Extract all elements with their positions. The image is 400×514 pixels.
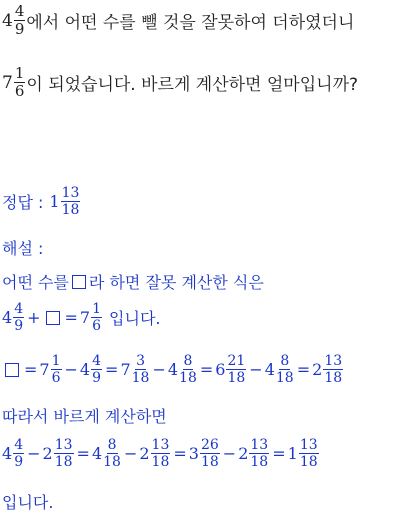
unknown-box (46, 311, 60, 325)
question-text: 에서 어떤 수를 뺄 것을 잘못하여 더하였더니 (26, 13, 355, 33)
question-line-1 (2, 4, 354, 37)
question-whole: 7 (2, 72, 13, 93)
question-fraction: $\frac{1}{6}$ (14, 64, 25, 100)
question-text: 이 되었습니다. 바르게 계산하면 얼마입니까? (26, 75, 359, 95)
question-line-2 (2, 66, 358, 99)
fraction: $\frac{1}{6}$ (51, 353, 61, 386)
answer-whole: 1 (49, 192, 60, 211)
question-whole: 4 (2, 10, 13, 31)
explanation-intro: 어떤 수를 라 하면 잘못 계산한 식은 (2, 273, 264, 292)
fraction: $\frac{13}{18}$ (54, 437, 73, 470)
answer-label: 정답 : (2, 193, 44, 212)
fraction: $\frac{26}{18}$ (200, 437, 219, 470)
fraction: $\frac{4}{9}$ (92, 353, 102, 386)
explanation-closing: 입니다. (2, 493, 54, 512)
fraction: $\frac{13}{18}$ (299, 437, 318, 470)
answer-fraction: $\frac{13}{18}$ (61, 185, 80, 218)
explanation-label: 해설 : (2, 239, 44, 258)
explanation-therefore: 따라서 바르게 계산하면 (2, 407, 167, 426)
question-fraction: $\frac{4}{9}$ (14, 2, 25, 38)
fraction: $\frac{8}{18}$ (179, 353, 197, 386)
equation-1: 4 $\frac{4}{9}$ + = 7 $\frac{1}{6}$ 입니다. (2, 301, 161, 334)
fraction: $\frac{4}{9}$ (14, 301, 24, 334)
unknown-box (72, 275, 86, 289)
unknown-box (5, 363, 19, 377)
fraction: $\frac{4}{9}$ (14, 437, 24, 470)
fraction: $\frac{8}{18}$ (275, 353, 294, 386)
equation-3: 4 $\frac{4}{9}$ − 2 $\frac{13}{18}$ = 4 $\frac{8}{18}$ − 2 $\frac{13}{18}$ = 3 $\frac{26}{18}$ − 2 $\frac{13}{18}$ = 1 $\frac{13}{18}$ (2, 437, 318, 470)
fraction: $\frac{21}{18}$ (227, 353, 246, 386)
fraction: $\frac{13}{18}$ (151, 437, 170, 470)
fraction: $\frac{1}{6}$ (92, 301, 102, 334)
fraction: $\frac{8}{18}$ (103, 437, 121, 470)
fraction: $\frac{13}{18}$ (324, 353, 343, 386)
equation-2: = 7 $\frac{1}{6}$ − 4 $\frac{4}{9}$ = 7 $\frac{3}{18}$ − 4 $\frac{8}{18}$ = 6 $\frac{21}{18}$ − 4 $\frac{8}{18}$ = 2 $\frac{13}{18}$ (2, 354, 344, 385)
fraction: $\frac{13}{18}$ (250, 437, 269, 470)
fraction: $\frac{3}{18}$ (131, 353, 150, 386)
answer-line (2, 186, 81, 217)
